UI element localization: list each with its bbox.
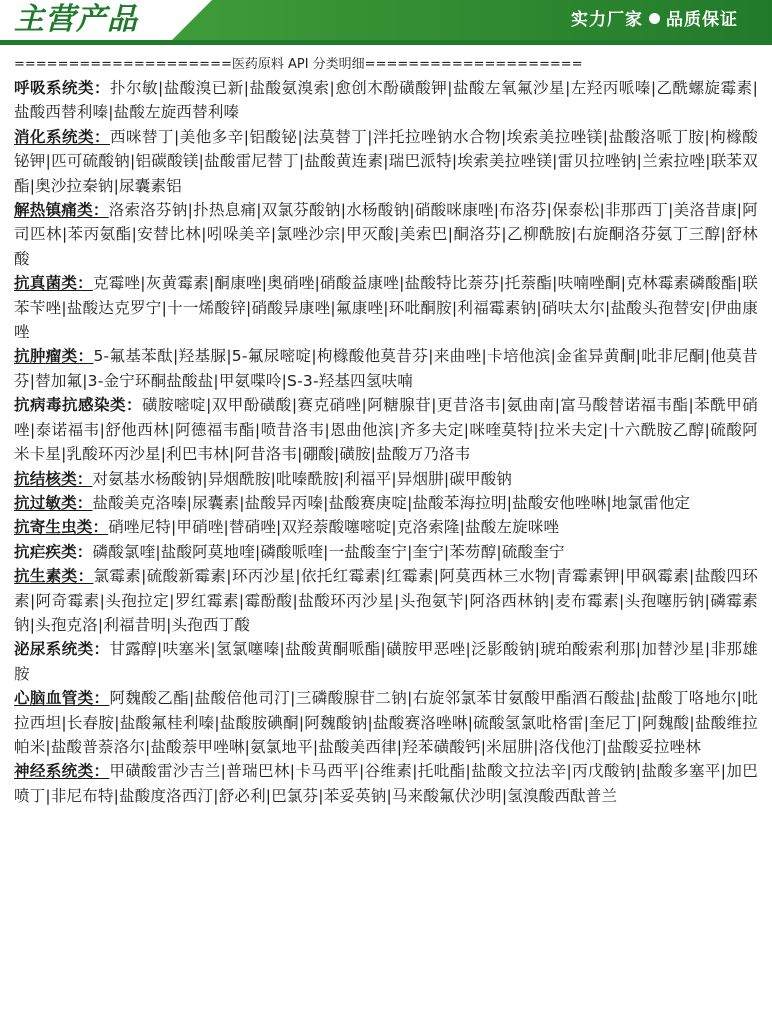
category-label: 抗结核类： [14, 469, 93, 488]
category-section [14, 271, 758, 344]
category-items: 阿魏酸乙酯|盐酸倍他司汀|三磷酸腺苷二钠|右旋邻氯苯甘氨酸甲酯酒石酸盐|盐酸丁咯地尔|吡拉西坦|长春胺|盐酸氟桂利嗪|盐酸胺碘酮|阿魏酸钠|盐酸赛洛唑啉|硫酸氢氯吡格雷|奎尼丁|阿魏酸|盐酸维拉帕米|盐酸普萘洛尔|盐酸萘甲唑啉|氨氯地平|盐酸美西律|羟苯磺酸钙|米屈肼|洛伐他汀|盐酸妥拉唑林 [14, 689, 759, 756]
category-section [14, 564, 758, 637]
category-list [14, 76, 758, 808]
header-rule [0, 40, 772, 45]
category-items: 克霉唑|灰黄霉素|酮康唑|奥硝唑|硝酸益康唑|盐酸特比萘芬|托萘酯|呋喃唑酮|克林霉素磷酸酯|联苯苄唑|盐酸达克罗宁|十一烯酸锌|硝酸异康唑|氟康唑|环吡酮胺|利福霉素钠|硝呋太尔|盐酸头孢替安|伊曲康唑 [14, 274, 758, 342]
category-section [14, 540, 758, 564]
category-label: 抗病毒抗感染类： [14, 396, 143, 415]
category-items: 洛索洛芬钠|扑热息痛|双氯芬酸钠|水杨酸钠|硝酸咪康唑|布洛芬|保泰松|非那西丁|美洛昔康|阿司匹林|苯丙氨酯|安替比林|吲哚美辛|氯唑沙宗|甲灭酸|美索巴|酮洛芬|乙柳酰胺|右旋酮洛芬氨丁三醇|舒林酸 [14, 201, 759, 268]
category-section [14, 125, 758, 198]
category-label: 抗疟疾类： [14, 542, 93, 561]
category-section [14, 467, 758, 491]
slogan-left: 实力厂家 [571, 10, 643, 30]
category-items: 盐酸美克洛嗪|尿囊素|盐酸异丙嗪|盐酸赛庚啶|盐酸苯海拉明|盐酸安他唑啉|地氯雷他定 [92, 493, 691, 512]
category-section [14, 344, 758, 393]
content [0, 50, 772, 808]
category-label: 抗生素类： [14, 567, 94, 586]
category-items: 5-氟基苯酞|羟基脲|5-氟尿嘧啶|枸橼酸他莫昔芬|来曲唑|卡培他滨|金雀异黄酮|吡非尼酮|他莫昔芬|替加氟|3-金宁环酮盐酸盐|甲氨喋呤|S-3-羟基四氢呋喃 [14, 347, 758, 390]
slogan-right: 品质保证 [666, 10, 738, 30]
category-items: 磺胺嘧啶|双甲酚磺酸|赛克硝唑|阿糖腺苷|更昔洛韦|氨曲南|富马酸替诺福韦酯|苯酰甲硝唑|泰诺福韦|舒他西林|阿德福韦酯|喷昔洛韦|恩曲他滨|齐多夫定|咪喹莫特|拉米夫定|十六酰胺乙醇|硫酸阿米卡星|乳酸环丙沙星|利巴韦林|阿昔洛韦|硼酸|磺胺|盐酸万乃洛韦 [14, 396, 758, 464]
category-label: 抗过敏类： [14, 493, 93, 512]
category-label: 消化系统类： [14, 127, 111, 146]
category-items: 磷酸氯喹|盐酸阿莫地喹|磷酸哌喹|一盐酸奎宁|奎宁|苯芴醇|硫酸奎宁 [92, 542, 565, 561]
category-label: 泌尿系统类： [14, 640, 110, 659]
category-label: 抗肿瘤类： [14, 347, 94, 366]
category-section [14, 491, 758, 515]
category-items: 硝唑尼特|甲硝唑|替硝唑|双羟萘酸噻嘧啶|克洛索隆|盐酸左旋咪唑 [108, 518, 560, 537]
category-items: 对氨基水杨酸钠|异烟酰胺|吡嗪酰胺|利福平|异烟肼|碳甲酸钠 [92, 469, 513, 488]
category-section [14, 198, 758, 271]
category-items: 甲磺酸雷沙吉兰|普瑞巴林|卡马西平|谷维素|托吡酯|盐酸文拉法辛|丙戊酸钠|盐酸多塞平|加巴喷丁|非尼布特|盐酸度洛西汀|舒必利|巴氯芬|苯妥英钠|马来酸氟伏沙明|氢溴酸西酞普兰 [14, 762, 758, 805]
page-title: 主营产品 [14, 2, 138, 37]
category-items: 氯霉素|硫酸新霉素|环丙沙星|依托红霉素|红霉素|阿莫西林三水物|青霉素钾|甲砜霉素|盐酸四环素|阿奇霉素|头孢拉定|罗红霉素|霉酚酸|盐酸环丙沙星|头孢氨苄|阿洛西林钠|麦布霉素|头孢噻肟钠|磷霉素钠|头孢克洛|利福昔明|头孢西丁酸 [14, 567, 758, 634]
category-items: 扑尔敏|盐酸溴已新|盐酸氨溴索|愈创木酚磺酸钾|盐酸左氧氟沙星|左羟丙哌嗪|乙酰螺旋霉素|盐酸西替利嗪|盐酸左旋西替利嗪 [14, 79, 758, 122]
category-section [14, 686, 758, 759]
category-section [14, 637, 758, 686]
category-label: 呼吸系统类： [14, 79, 111, 97]
category-section [14, 515, 758, 539]
category-items: 西咪替丁|美他多辛|铝酸铋|法莫替丁|泮托拉唑钠水合物|埃索美拉唑镁|盐酸洛哌丁胺|枸橼酸铋钾|匹可硫酸钠|铝碳酸镁|盐酸雷尼替丁|盐酸黄连素|瑞巴派特|埃索美拉唑镁|雷贝拉唑钠|兰索拉唑|联苯双酯|奥沙拉秦钠|尿囊素铝 [14, 127, 758, 195]
category-label: 抗真菌类： [14, 274, 93, 293]
category-section [14, 759, 758, 808]
category-items: 甘露醇|呋塞米|氢氯噻嗪|盐酸黄酮哌酯|磺胺甲恶唑|泛影酸钠|琥珀酸索利那|加替沙星|非那雄胺 [14, 640, 758, 683]
category-label: 心脑血管类： [14, 689, 110, 708]
category-label: 神经系统类： [14, 762, 110, 781]
bullet-dot-icon [649, 13, 660, 24]
header-banner [0, 0, 772, 50]
category-section [14, 393, 758, 466]
category-label: 解热镇痛类： [14, 201, 109, 220]
header-slogan [571, 0, 738, 40]
category-label: 抗寄生虫类： [14, 518, 109, 537]
section-banner: ====================医药原料 API 分类明细==================== [14, 57, 583, 72]
category-section [14, 76, 758, 125]
